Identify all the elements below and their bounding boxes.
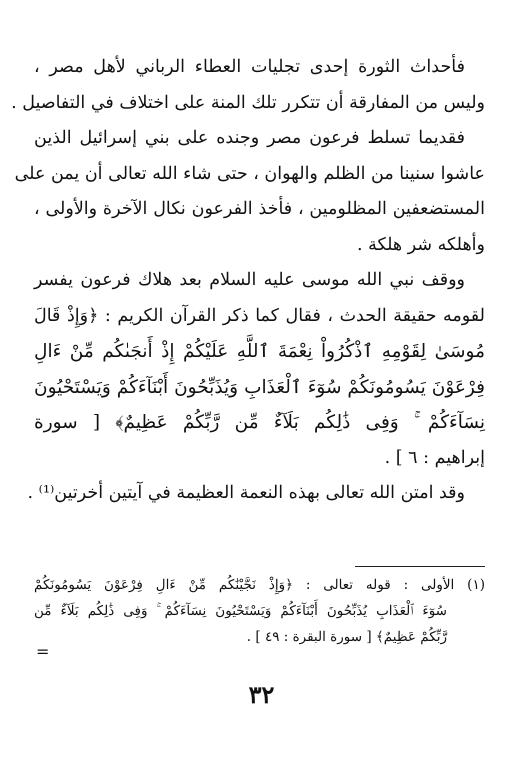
paragraph-line: وقد امتن الله تعالى بهذه النعمة العظيمة في آيتين أخرتين⁽¹⁾ . xyxy=(27,483,465,503)
paragraph-line: عاشوا سنينا من الظلم والهوان ، حتى شاء الله تعالى أن يمن على xyxy=(14,163,485,184)
quran-verse-line: فِرْعَوْنَ يَسُومُونَكُمْ سُوٓءَ ٱلْعَذَابِ وَيُذَبِّحُونَ أَبْنَآءَكُمْ وَيَسْتَحْيُونَ xyxy=(34,376,485,398)
footnote-line: سُوٓءَ ٱلْعَذَابِ يُذَبِّحُونَ أَبْنَآءَكُمْ وَيَسْتَحْيُونَ نِسَآءَكُمْ ۚ وَفِى ذَٰلِكُم بَلَآءٌ مِّن xyxy=(34,603,447,619)
paragraph-line: فأحداث الثورة إحدى تجليات العطاء الرباني لأهل مصر ، xyxy=(34,57,465,77)
footnote-separator xyxy=(355,566,485,567)
footnote-line: (١) الأولى : قوله تعالى : ﴿وَإِذْ نَجَّيْنَٰكُم مِّنْ ءَالِ فِرْعَوْنَ يَسُومُونَكُمْ xyxy=(34,577,485,593)
quran-verse-line: مُوسَىٰ لِقَوْمِهِ ٱذْكُرُواْ نِعْمَةَ ٱللَّهِ عَلَيْكُمْ إِذْ أَنجَىٰكُم مِّنْ ءَالِ xyxy=(34,341,485,362)
verse-reference-line: إبراهيم : ٦ ] . xyxy=(384,447,485,468)
body-text xyxy=(11,50,485,512)
paragraph-line: وأهلكه شر هلكة . xyxy=(356,234,485,255)
paragraph-line: وليس من المفارقة أن تتكرر تلك المنة على اختلاف في التفاصيل . xyxy=(11,92,485,113)
quran-verse-line: نِسَآءَكُمْ ۚ وَفِى ذَٰلِكُم بَلَآءٌ مِّن رَّبِّكُمْ عَظِيمٌ﴾ [ سورة xyxy=(34,412,485,433)
paragraph-line: المستضعفين المظلومين ، فأخذ الفرعون نكال الآخرة والأولى ، xyxy=(34,199,485,219)
continuation-mark: = xyxy=(36,642,50,661)
page-number: ٣٢ xyxy=(248,680,275,709)
footnote-line: رَّبِّكُمْ عَظِيمٌ﴾ [ سورة البقرة : ٤٩ ] . xyxy=(246,629,447,645)
footnote xyxy=(34,572,485,650)
paragraph-line: فقديما تسلط فرعون مصر وجنده على بني إسرائيل الذين xyxy=(34,128,465,148)
paragraph-line: ووقف نبي الله موسى عليه السلام بعد هلاك فرعون يفسر xyxy=(34,270,465,290)
paragraph-line: لقومه حقيقة الحدث ، فقال كما ذكر القرآن الكريم : ﴿وَإِذْ قَالَ xyxy=(34,305,485,326)
